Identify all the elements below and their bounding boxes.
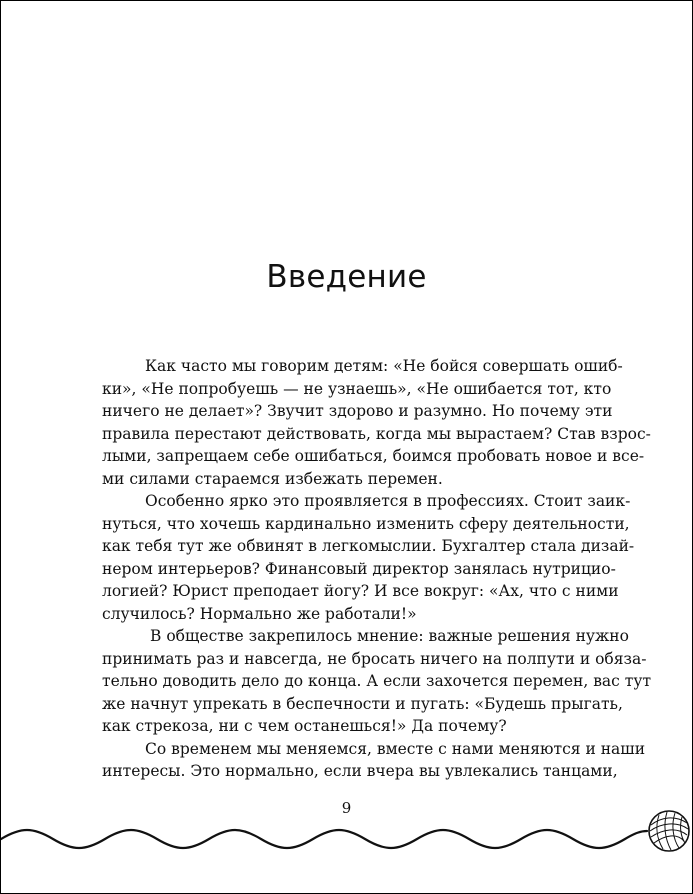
- wavy-thread-decoration: [1, 809, 692, 869]
- chapter-title: Введение: [266, 259, 427, 295]
- text-line: Со временем мы меняемся, вместе с нами меняются и наши: [145, 739, 646, 758]
- body-text: [102, 355, 652, 783]
- text-line: принимать раз и навсегда, не бросать ничего на полпути и обяза-: [102, 649, 647, 668]
- text-line: интересы. Это нормально, если вчера вы увлекались танцами,: [102, 762, 618, 780]
- text-line: случилось? Нормально же работали!»: [102, 604, 417, 623]
- text-line: ничего не делает»? Звучит здорово и разумно. Но почему эти: [102, 402, 613, 420]
- text-line: Особенно ярко это проявляется в профессиях. Стоит заик-: [145, 492, 631, 510]
- thread-line: [1, 830, 647, 848]
- text-line: логией? Юрист преподает йогу? И все вокруг: «Ах, что с ними: [102, 582, 619, 600]
- text-line: нуться, что хочешь кардинально изменить сферу деятельности,: [102, 514, 630, 533]
- text-line: нером интерьеров? Финансовый директор занялась нутрицио-: [102, 559, 616, 578]
- text-line: лыми, запрещаем себе ошибаться, боимся пробовать новое и все-: [102, 447, 645, 465]
- page-number: 9: [341, 799, 352, 817]
- text-line: же начнут упрекать в беспечности и пугать: «Будешь прыгать,: [102, 694, 623, 713]
- text-line: ми силами стараемся избежать перемен.: [102, 469, 443, 488]
- text-line: В обществе закрепилось мнение: важные решения нужно: [150, 627, 629, 645]
- text-line: ки», «Не попробуешь — не узнаешь», «Не ошибается тот, кто: [102, 379, 612, 398]
- text-line: как стрекоза, ни с чем останешься!» Да почему?: [102, 717, 507, 735]
- text-line: как тебя тут же обвинят в легкомыслии. Бухгалтер стала дизай-: [102, 537, 635, 555]
- text-line: тельно доводить дело до конца. А если захочется перемен, вас тут: [102, 672, 652, 690]
- text-line: правила перестают действовать, когда мы вырастаем? Став взрос-: [102, 424, 651, 443]
- text-line: Как часто мы говорим детям: «Не бойся совершать ошиб-: [145, 357, 623, 375]
- yarn-ball-icon: [649, 811, 689, 851]
